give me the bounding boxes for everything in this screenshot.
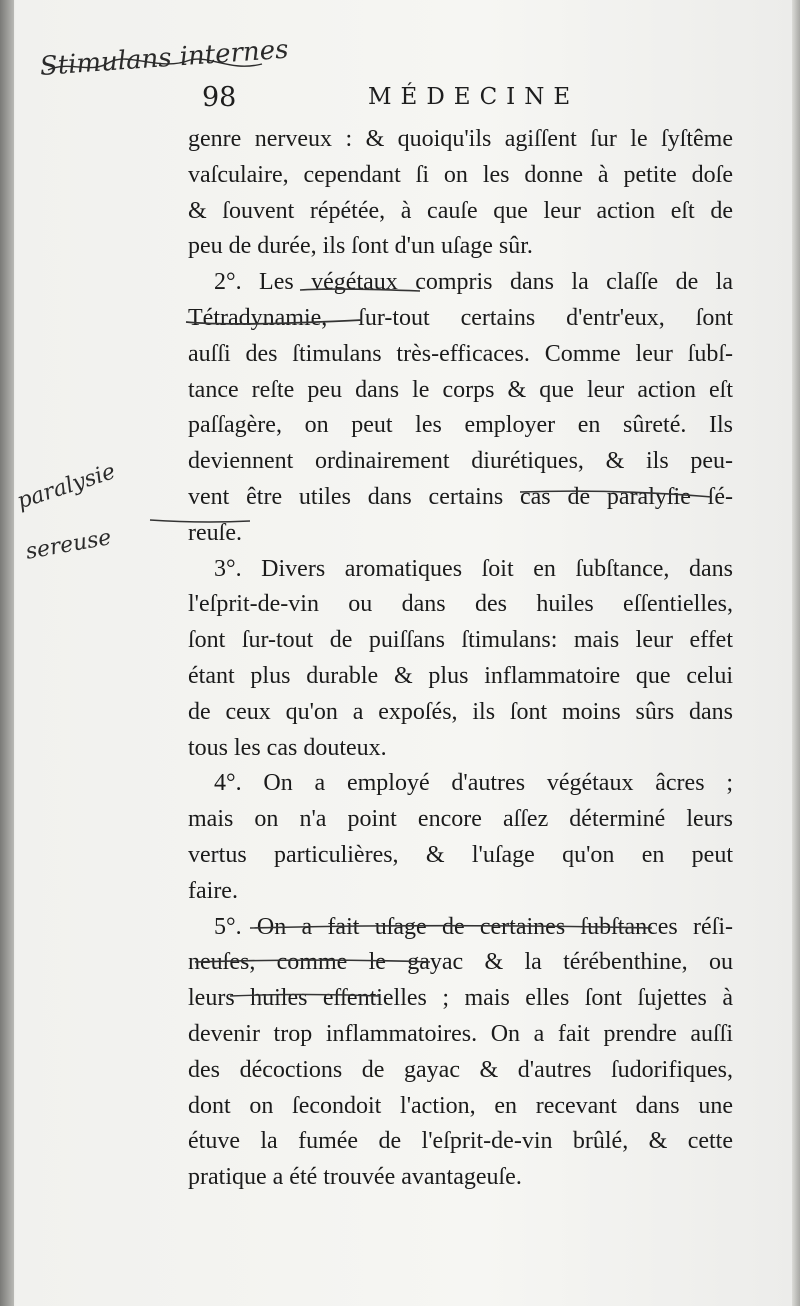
running-head bbox=[198, 82, 728, 122]
text-line: & ſouvent répétée, à cauſe que leur action eſt de bbox=[188, 197, 733, 224]
text-line: 4°. On a employé d'autres végétaux âcres ; bbox=[214, 770, 733, 797]
text-line: étuve la fumée de l'eſprit-de-vin brûlé, & cette bbox=[188, 1128, 733, 1155]
text-line: 3°. Divers aromatiques ſoit en ſubſtance, dans bbox=[214, 555, 733, 582]
text-line: vertus particulières, & l'uſage qu'on en peut bbox=[188, 841, 733, 868]
text-line: genre nerveux : & quoiqu'ils agiſſent ſur le ſyſtême bbox=[188, 126, 733, 152]
text-line: 5°. On a fait uſage de certaines ſubſtances réſi- bbox=[214, 913, 733, 940]
text-line: Tétradynamie, ſur-tout certains d'entr'eux, ſont bbox=[188, 304, 733, 331]
paragraph-2 bbox=[188, 265, 733, 551]
text-line: 2°. Les végétaux compris dans la claſſe de la bbox=[214, 269, 733, 296]
text-line: étant plus durable & plus inflammatoire que celui bbox=[188, 662, 733, 689]
text-line: reuſe. bbox=[188, 519, 242, 546]
text-line: pratique a été trouvée avantageuſe. bbox=[188, 1164, 522, 1191]
text-line: faire. bbox=[188, 877, 238, 904]
handwritten-note-top: Stimulans internes bbox=[38, 34, 290, 82]
handwritten-note-left-2: sereuse bbox=[23, 525, 114, 565]
page-edge bbox=[792, 0, 800, 1306]
text-line: vent être utiles dans certains cas de paralyſie ſé- bbox=[188, 483, 733, 510]
text-line: vaſculaire, cependant ſi on les donne à petite doſe bbox=[188, 161, 733, 188]
handwritten-note-left-1: paralysie bbox=[14, 459, 119, 515]
paragraph-5 bbox=[188, 910, 733, 1196]
paragraph-1 bbox=[188, 122, 733, 265]
text-line: mais on n'a point encore aſſez déterminé leurs bbox=[188, 806, 733, 833]
text-line: tance reſte peu dans le corps & que leur action eſt bbox=[188, 376, 733, 403]
text-line: leurs huiles eſſentielles ; mais elles ſont ſujettes à bbox=[188, 985, 733, 1012]
text-line: l'eſprit-de-vin ou dans des huiles eſſentielles, bbox=[188, 591, 733, 618]
text-line: des décoctions de gayac & d'autres ſudorifiques, bbox=[188, 1056, 733, 1083]
binding-edge bbox=[0, 0, 14, 1306]
text-line: tous les cas douteux. bbox=[188, 734, 387, 761]
text-line: paſſagère, on peut les employer en sûreté. Ils bbox=[188, 412, 733, 439]
text-line: peu de durée, ils ſont d'un uſage sûr. bbox=[188, 233, 533, 260]
page-number: 98 bbox=[202, 82, 237, 113]
paragraph-3 bbox=[188, 552, 733, 767]
text-line: auſſi des ſtimulans très-efficaces. Comme leur ſubſ- bbox=[188, 340, 733, 367]
paragraph-4 bbox=[188, 766, 733, 909]
text-line: dont on ſecondoit l'action, en recevant dans une bbox=[188, 1092, 733, 1119]
text-line: ſont ſur-tout de puiſſans ſtimulans: mais leur effet bbox=[188, 627, 733, 654]
text-line: deviennent ordinairement diurétiques, & ils peu- bbox=[188, 448, 733, 475]
running-title: MÉDECINE bbox=[368, 84, 580, 110]
body-text bbox=[188, 122, 733, 1196]
text-line: de ceux qu'on a expoſés, ils ſont moins sûrs dans bbox=[188, 698, 733, 725]
text-line: neuſes, comme le gayac & la térébenthine, ou bbox=[188, 949, 733, 976]
text-line: devenir trop inflammatoires. On a fait prendre auſſi bbox=[188, 1020, 733, 1047]
